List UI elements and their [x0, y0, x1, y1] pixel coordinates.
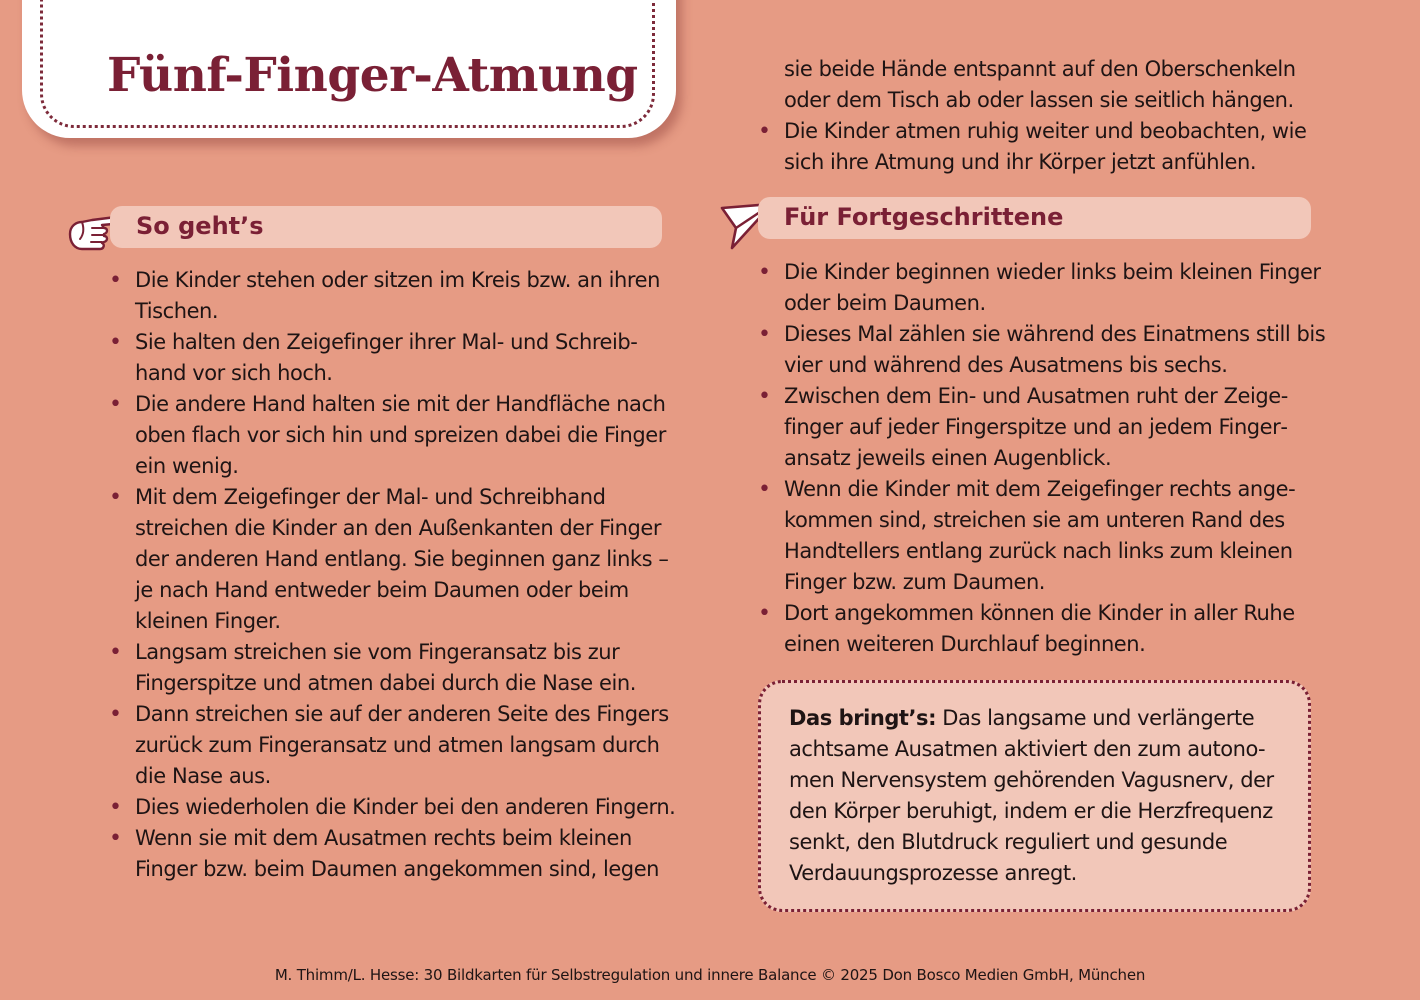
- section-heading-label: So geht’s: [136, 212, 264, 240]
- list-item: • Langsam streichen sie vom Fingeransatz bis zur Fingerspitze und atmen dabei durch die Nase ein.: [109, 637, 679, 699]
- list-item: sie beide Hände entspannt auf den Oberschenkeln oder dem Tisch ab oder lassen sie seitlich hängen.: [784, 57, 1296, 112]
- list-item: • Zwischen dem Ein- und Ausatmen ruht der Zeigefinger auf jeder Fingerspitze und an jedem Fingeransatz jeweils einen Augenblick.: [758, 381, 1328, 474]
- list-item: • Dieses Mal zählen sie während des Einatmens still bis vier und während des Ausatmens bis sechs.: [758, 319, 1328, 381]
- footer-copyright: M. Thimm/L. Hesse: 30 Bildkarten für Selbstregulation und innere Balance © 2025 Don Bosco Medien GmbH, München: [274, 966, 1146, 984]
- section-heading-fortgeschrittene: [758, 197, 1311, 239]
- benefit-label: Das bringt’s:: [789, 706, 937, 730]
- list-item: • Die Kinder stehen oder sitzen im Kreis bzw. an ihren Tischen.: [109, 265, 679, 327]
- list-item: • Die andere Hand halten sie mit der Handfläche nach oben flach vor sich hin und spreizen dabei die Finger ein wenig.: [109, 389, 679, 482]
- list-item: • Dies wiederholen die Kinder bei den anderen Fingern.: [109, 792, 679, 823]
- benefit-info-box: [758, 680, 1311, 912]
- list-item: • Dann streichen sie auf der anderen Seite des Fingers zurück zum Fingeransatz und atmen langsam durch die Nase aus.: [109, 699, 679, 792]
- list-item: • Mit dem Zeigefinger der Mal- und Schreibhand streichen die Kinder an den Außenkanten der Finger der anderen Hand entlang. Sie beginnen ganz links – je nach Hand entweder beim Daumen oder beim kleinen Finger.: [109, 482, 679, 637]
- list-item: • Sie halten den Zeigefinger ihrer Mal- und Schreibhand vor sich hoch.: [109, 327, 679, 389]
- instruction-list-continued: [758, 54, 1328, 178]
- list-item: • Die Kinder atmen ruhig weiter und beobachten, wie sich ihre Atmung und ihr Körper jetzt anfühlen.: [758, 116, 1328, 178]
- section-heading-label: Für Fortgeschrittene: [784, 203, 1064, 231]
- list-item: • Wenn die Kinder mit dem Zeigefinger rechts angekommen sind, streichen sie am unteren Rand des Handtellers entlang zurück nach links zum kleinen Finger bzw. zum Daumen.: [758, 474, 1328, 598]
- instruction-list: [109, 265, 679, 885]
- list-item: • Dort angekommen können die Kinder in aller Ruhe einen weiteren Durchlauf beginnen.: [758, 598, 1328, 660]
- list-item: • Wenn sie mit dem Ausatmen rechts beim kleinen Finger bzw. beim Daumen angekommen sind, legen: [109, 823, 679, 885]
- advanced-instruction-list: [758, 257, 1328, 660]
- section-heading-so-gehts: [110, 206, 662, 248]
- list-item: • Die Kinder beginnen wieder links beim kleinen Finger oder beim Daumen.: [758, 257, 1328, 319]
- benefit-text: Das langsame und verlängerte achtsame Ausatmen aktiviert den zum autonomen Nervensystem gehörenden Vagusnerv, der den Körper beruhigt, indem er die Herzfrequenz senkt, den Blutdruck reguliert und gesunde Verdauungsprozesse anregt.: [789, 706, 1274, 885]
- page-title: Fünf-Finger-Atmung: [107, 48, 638, 103]
